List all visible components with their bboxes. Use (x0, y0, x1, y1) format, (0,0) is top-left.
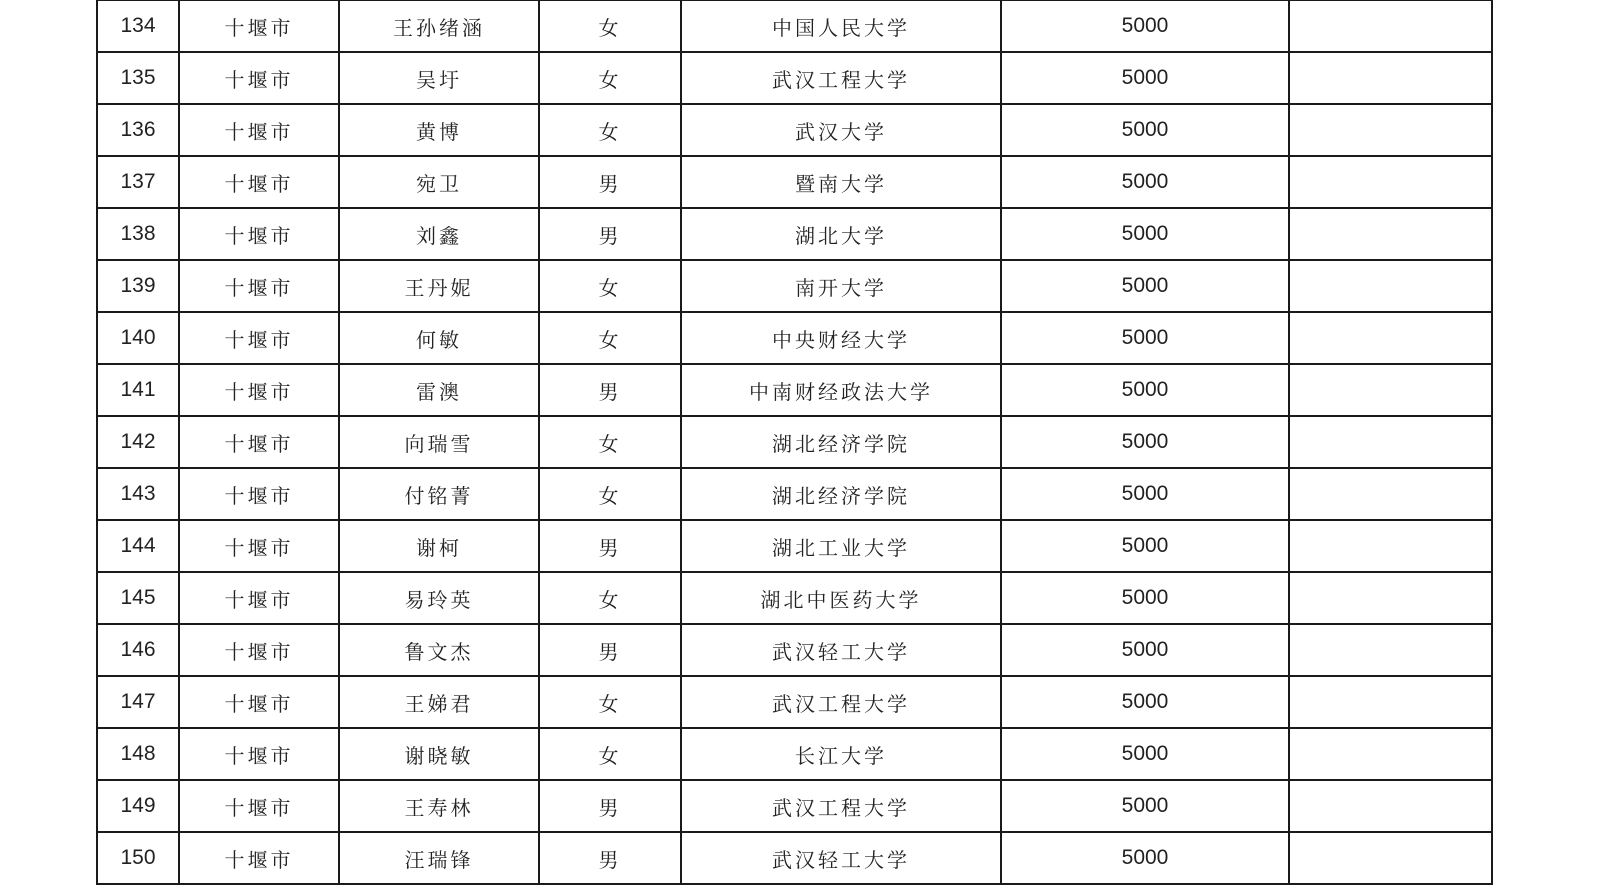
cell-note (1289, 780, 1492, 832)
cell-note (1289, 364, 1492, 416)
cell-note (1289, 416, 1492, 468)
cell-city: 十堰市 (179, 156, 339, 208)
cell-name: 鲁文杰 (339, 624, 539, 676)
cell-name: 刘鑫 (339, 208, 539, 260)
cell-name: 黄博 (339, 104, 539, 156)
cell-amount: 5000 (1001, 520, 1289, 572)
cell-amount: 5000 (1001, 260, 1289, 312)
cell-city: 十堰市 (179, 104, 339, 156)
cell-name: 谢柯 (339, 520, 539, 572)
cell-name: 何敏 (339, 312, 539, 364)
cell-gender: 男 (539, 520, 681, 572)
cell-amount: 5000 (1001, 208, 1289, 260)
cell-city: 十堰市 (179, 780, 339, 832)
table-row (97, 468, 1492, 520)
table-row (97, 156, 1492, 208)
cell-note (1289, 260, 1492, 312)
cell-name: 王丹妮 (339, 260, 539, 312)
cell-gender: 女 (539, 260, 681, 312)
cell-amount: 5000 (1001, 624, 1289, 676)
cell-name: 汪瑞锋 (339, 832, 539, 884)
cell-city: 十堰市 (179, 52, 339, 104)
cell-amount: 5000 (1001, 416, 1289, 468)
cell-amount: 5000 (1001, 728, 1289, 780)
cell-school: 南开大学 (681, 260, 1001, 312)
cell-name: 王寿林 (339, 780, 539, 832)
cell-city: 十堰市 (179, 520, 339, 572)
cell-seq: 134 (97, 0, 179, 52)
cell-amount: 5000 (1001, 364, 1289, 416)
cell-name: 雷澳 (339, 364, 539, 416)
cell-note (1289, 572, 1492, 624)
cell-name: 谢晓敏 (339, 728, 539, 780)
cell-school: 湖北大学 (681, 208, 1001, 260)
cell-gender: 男 (539, 208, 681, 260)
cell-note (1289, 156, 1492, 208)
cell-seq: 141 (97, 364, 179, 416)
table-row (97, 676, 1492, 728)
cell-amount: 5000 (1001, 780, 1289, 832)
cell-gender: 女 (539, 728, 681, 780)
cell-seq: 137 (97, 156, 179, 208)
cell-note (1289, 676, 1492, 728)
cell-seq: 143 (97, 468, 179, 520)
cell-gender: 男 (539, 156, 681, 208)
table-row (97, 312, 1492, 364)
cell-note (1289, 104, 1492, 156)
cell-gender: 男 (539, 624, 681, 676)
cell-name: 王娣君 (339, 676, 539, 728)
cell-school: 中南财经政法大学 (681, 364, 1001, 416)
cell-seq: 135 (97, 52, 179, 104)
table-row (97, 104, 1492, 156)
cell-amount: 5000 (1001, 468, 1289, 520)
cell-gender: 女 (539, 104, 681, 156)
cell-school: 湖北中医药大学 (681, 572, 1001, 624)
cell-gender: 男 (539, 832, 681, 884)
cell-gender: 男 (539, 780, 681, 832)
cell-gender: 女 (539, 52, 681, 104)
cell-school: 武汉工程大学 (681, 676, 1001, 728)
cell-school: 暨南大学 (681, 156, 1001, 208)
cell-name: 向瑞雪 (339, 416, 539, 468)
cell-note (1289, 520, 1492, 572)
cell-amount: 5000 (1001, 572, 1289, 624)
cell-city: 十堰市 (179, 260, 339, 312)
cell-seq: 142 (97, 416, 179, 468)
cell-gender: 女 (539, 416, 681, 468)
cell-seq: 139 (97, 260, 179, 312)
cell-seq: 138 (97, 208, 179, 260)
cell-seq: 144 (97, 520, 179, 572)
cell-city: 十堰市 (179, 468, 339, 520)
cell-school: 武汉大学 (681, 104, 1001, 156)
cell-school: 中国人民大学 (681, 0, 1001, 52)
table-row (97, 260, 1492, 312)
cell-seq: 145 (97, 572, 179, 624)
table-row (97, 364, 1492, 416)
cell-city: 十堰市 (179, 416, 339, 468)
table-row (97, 208, 1492, 260)
cell-note (1289, 312, 1492, 364)
cell-seq: 146 (97, 624, 179, 676)
cell-city: 十堰市 (179, 832, 339, 884)
cell-name: 付铭菁 (339, 468, 539, 520)
cell-name: 易玲英 (339, 572, 539, 624)
table-row (97, 572, 1492, 624)
table-row (97, 832, 1492, 884)
cell-amount: 5000 (1001, 52, 1289, 104)
cell-seq: 149 (97, 780, 179, 832)
cell-name: 宛卫 (339, 156, 539, 208)
cell-gender: 女 (539, 572, 681, 624)
cell-city: 十堰市 (179, 364, 339, 416)
cell-amount: 5000 (1001, 0, 1289, 52)
cell-amount: 5000 (1001, 104, 1289, 156)
cell-gender: 男 (539, 364, 681, 416)
cell-school: 湖北工业大学 (681, 520, 1001, 572)
cell-amount: 5000 (1001, 156, 1289, 208)
cell-city: 十堰市 (179, 728, 339, 780)
cell-seq: 140 (97, 312, 179, 364)
cell-city: 十堰市 (179, 0, 339, 52)
cell-school: 武汉轻工大学 (681, 624, 1001, 676)
cell-city: 十堰市 (179, 624, 339, 676)
cell-gender: 女 (539, 676, 681, 728)
table-row (97, 0, 1492, 52)
cell-school: 武汉轻工大学 (681, 832, 1001, 884)
cell-amount: 5000 (1001, 312, 1289, 364)
table-row (97, 416, 1492, 468)
table-row (97, 624, 1492, 676)
cell-gender: 女 (539, 312, 681, 364)
cell-city: 十堰市 (179, 208, 339, 260)
table-row (97, 52, 1492, 104)
table-row (97, 780, 1492, 832)
cell-name: 王孙绪涵 (339, 0, 539, 52)
cell-school: 武汉工程大学 (681, 780, 1001, 832)
cell-school: 湖北经济学院 (681, 468, 1001, 520)
data-table (96, 0, 1493, 885)
cell-note (1289, 52, 1492, 104)
cell-city: 十堰市 (179, 676, 339, 728)
cell-name: 吴圩 (339, 52, 539, 104)
cell-seq: 136 (97, 104, 179, 156)
cell-school: 中央财经大学 (681, 312, 1001, 364)
cell-seq: 148 (97, 728, 179, 780)
cell-amount: 5000 (1001, 832, 1289, 884)
cell-note (1289, 624, 1492, 676)
cell-school: 长江大学 (681, 728, 1001, 780)
cell-note (1289, 208, 1492, 260)
cell-gender: 女 (539, 468, 681, 520)
cell-seq: 150 (97, 832, 179, 884)
cell-note (1289, 832, 1492, 884)
cell-seq: 147 (97, 676, 179, 728)
table-body (97, 0, 1492, 884)
table-row (97, 728, 1492, 780)
cell-city: 十堰市 (179, 312, 339, 364)
cell-city: 十堰市 (179, 572, 339, 624)
cell-school: 武汉工程大学 (681, 52, 1001, 104)
cell-school: 湖北经济学院 (681, 416, 1001, 468)
cell-amount: 5000 (1001, 676, 1289, 728)
cell-note (1289, 728, 1492, 780)
table-row (97, 520, 1492, 572)
cell-note (1289, 468, 1492, 520)
cell-note (1289, 0, 1492, 52)
cell-gender: 女 (539, 0, 681, 52)
